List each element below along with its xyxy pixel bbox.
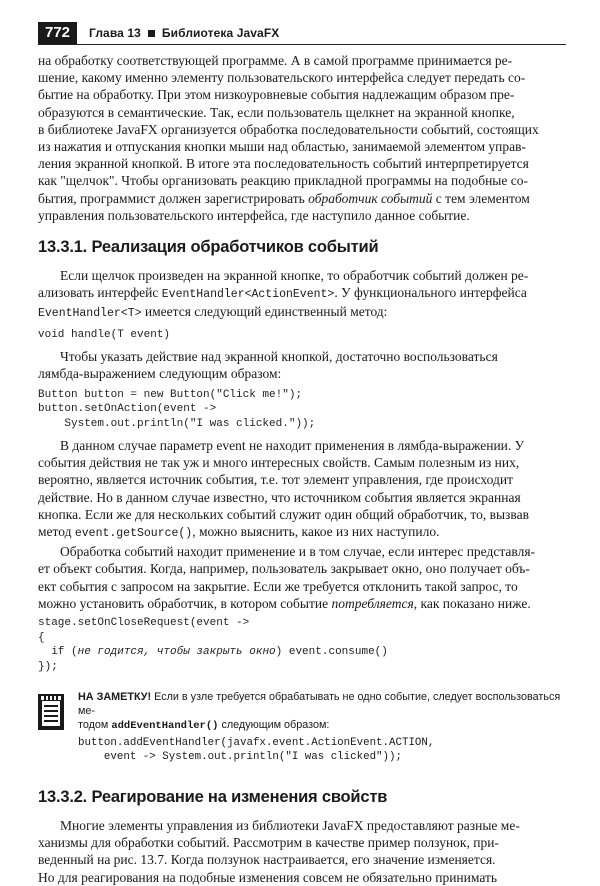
- text-line: веденный на рис. 13.7. Когда ползунок настраивается, его значение изменяется.: [38, 852, 496, 868]
- paragraph-5: [38, 817, 566, 886]
- text-line: кнопка. Если же для нескольких событий служит один общий обработчик, то, вызвав: [38, 506, 529, 522]
- text-line: [38, 190, 566, 207]
- text-line: Но для реагирования на подобные изменения совсем не обязательно принимать: [38, 869, 498, 885]
- code-block-handle: void handle(T event): [38, 328, 171, 341]
- paragraph-1: [38, 267, 566, 323]
- text-span: метод: [38, 524, 75, 540]
- text-line: [38, 523, 566, 542]
- intro-paragraph: [38, 52, 566, 224]
- text-line: действие. Но в данном случае известно, что источником события является экранная: [38, 489, 521, 505]
- text-line: Обработка событий находит применение и в том случае, если интерес представля-: [60, 544, 536, 560]
- text-span: , можно выяснить, какое из них наступило.: [192, 524, 440, 540]
- text-span: тодом: [78, 719, 112, 732]
- text-span: , как показано ниже.: [413, 595, 531, 611]
- text-line: на обработку соответствующей программе. А в самой программе принимается ре-: [38, 53, 513, 68]
- text-line: лямбда-выражением следующим образом:: [38, 366, 282, 382]
- section-heading-2: 13.3.2. Реагирование на изменения свойств: [38, 788, 388, 807]
- note-box: [38, 690, 566, 764]
- text-span: бытия, программист должен зарегистрировать: [38, 190, 309, 206]
- text-line: ет объект события. Когда, например, пользователь закрывает окно, оно получает объ-: [38, 561, 530, 577]
- text-line: [38, 595, 566, 612]
- page-number: 772: [38, 22, 77, 44]
- code-block-close-request: [38, 616, 566, 674]
- text-line: В данном случае параметр event не находит применения в лямбда-выражении. У: [60, 438, 525, 454]
- code-line: stage.setOnCloseRequest(event ->: [38, 617, 250, 630]
- paragraph-2: [38, 348, 566, 382]
- code-span: ) event.consume(): [275, 646, 388, 659]
- code-line: {: [38, 631, 45, 644]
- text-span: Если в узле требуется обрабатывать не одно событие, следует воспользоваться ме-: [78, 691, 561, 718]
- italic-term: потребляется: [331, 595, 414, 611]
- text-line: вероятно, является источник события, т.е. тот элемент управления, где происходит: [38, 472, 514, 488]
- text-line: как "щелчок". Чтобы организовать реакцию прикладной программы на подобные со-: [38, 173, 528, 189]
- note-body: [78, 690, 566, 764]
- notepad-icon: [38, 694, 64, 730]
- text-line: события действия не так уж и много интересных свойств. Самым полезным из них,: [38, 455, 520, 471]
- code-line: });: [38, 660, 58, 673]
- text-span: . У функционального интерфейса: [334, 285, 527, 301]
- text-line: Если щелчок произведен на экранной кнопке, то обработчик событий должен ре-: [60, 268, 529, 284]
- italic-term: обработчик событий: [308, 190, 433, 206]
- text-line: образуются в семантические. Так, если пользователь щелкнет на экранной кнопке,: [38, 104, 515, 120]
- chapter-title: Глава 13: [89, 26, 141, 40]
- book-page: [38, 22, 566, 886]
- text-line: Чтобы указать действие над экранной кнопкой, достаточно воспользоваться: [60, 349, 498, 365]
- text-line: из нажатия и отпускания кнопки мыши над областью, занимаемой элементом управ-: [38, 139, 526, 155]
- inline-code: EventHandler<T>: [38, 307, 142, 321]
- code-block-button: Button button = new Button("Click me!"); button.setOnAction(event -> System.out.println("I was clicked."));: [38, 388, 316, 430]
- text-span: следующим образом:: [218, 719, 330, 732]
- paragraph-3: [38, 437, 566, 542]
- square-bullet-icon: [148, 30, 155, 37]
- inline-code: EventHandler<ActionEvent>: [161, 288, 335, 302]
- text-line: ханизмы для обработки событий. Рассмотрим в качестве пример ползунок, при-: [38, 835, 499, 851]
- note-label: НА ЗАМЕТКУ!: [78, 691, 152, 704]
- code-line: [38, 645, 566, 660]
- code-italic: не годится, чтобы закрыть окно: [77, 646, 276, 659]
- text-line: Многие элементы управления из библиотеки JavaFX предоставляют разные ме-: [60, 818, 520, 834]
- note-line: [78, 690, 566, 718]
- text-line: ления экранной кнопкой. В итоге эта последовательность событий интерпретируется: [38, 156, 529, 172]
- library-title: Библиотека JavaFX: [161, 26, 280, 40]
- text-line: в библиотеке JavaFX организуется обработка последовательности событий, состоящих: [38, 121, 539, 137]
- text-line: шение, какому именно элементу пользовательского интерфейса следует передать со-: [38, 70, 526, 86]
- text-line: ект события с запросом на закрытие. Если же требуется отклонить такой запрос, то: [38, 578, 518, 594]
- text-span: ализовать интерфейс: [38, 285, 162, 301]
- text-line: [38, 303, 566, 322]
- text-span: с тем элементом: [432, 190, 530, 206]
- paragraph-4: [38, 543, 566, 612]
- text-line: [38, 284, 566, 303]
- text-line: бытие на обработку. При этом низкоуровневые события надлежащим образом пре-: [38, 87, 515, 103]
- text-span: имеется следующий единственный метод:: [141, 304, 388, 320]
- note-line: [78, 718, 566, 733]
- section-heading-1: 13.3.1. Реализация обработчиков событий: [38, 238, 379, 257]
- inline-code: addEventHandler(): [111, 720, 219, 733]
- note-code-block: button.addEventHandler(javafx.event.ActionEvent.ACTION, event -> System.out.println("I was clicked"));: [78, 737, 435, 764]
- header-chapter: [89, 26, 279, 40]
- code-span: if (: [38, 646, 78, 659]
- text-span: можно установить обработчик, в котором событие: [38, 595, 332, 611]
- running-header: [38, 22, 566, 45]
- text-line: управления пользовательского интерфейса, где наступило данное событие.: [38, 207, 470, 223]
- inline-code: event.getSource(): [74, 527, 193, 541]
